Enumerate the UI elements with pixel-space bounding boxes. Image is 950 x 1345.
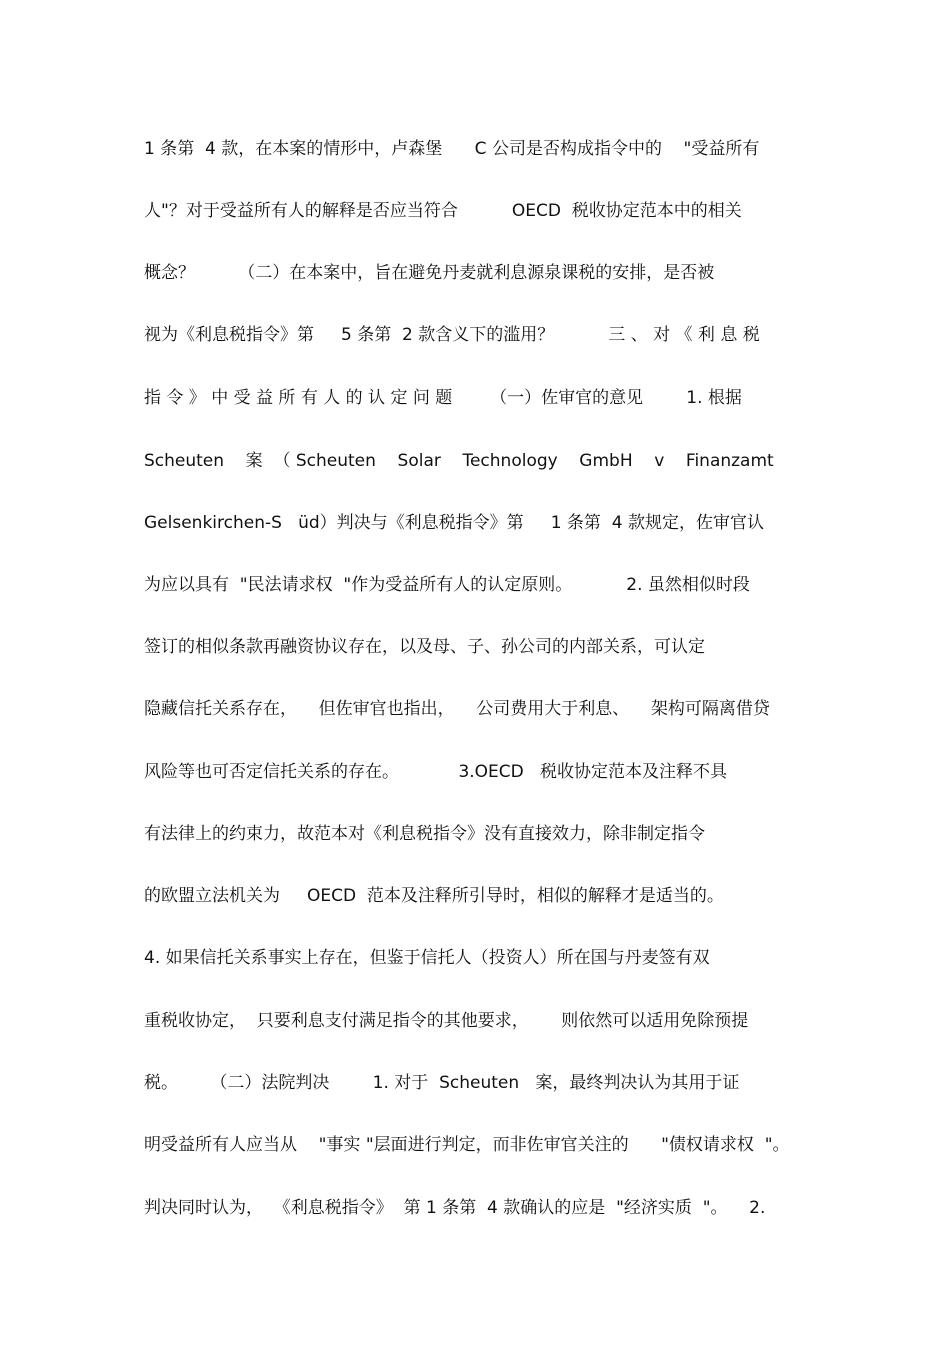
text-line: 判决同时认为， 《利息税指令》 第 1 条第 4 款确认的应是 "经济实质 "。 2.: [144, 1198, 766, 1218]
text-line: 重税收协定， 只要利息支付满足指令的其他要求， 则依然可以适用免除预提: [144, 1011, 749, 1031]
text-line: 视为《利息税指令》第 5 条第 2 款含义下的滥用？ 三 、 对 《 利 息 税: [144, 325, 760, 345]
text-line: 1 条第 4 款，在本案的情形中，卢森堡 C 公司是否构成指令中的 "受益所有: [144, 139, 760, 159]
text-line: 有法律上的约束力，故范本对《利息税指令》没有直接效力，除非制定指令: [144, 824, 705, 844]
text-line: 明受益所有人应当从 "事实 "层面进行判定，而非佐审官关注的 "债权请求权 "。: [144, 1135, 790, 1155]
text-line: 为应以具有 "民法请求权 "作为受益所有人的认定原则。 2. 虽然相似时段: [144, 575, 750, 595]
text-line: 税。 （二）法院判决 1. 对于 Scheuten 案，最终判决认为其用于证: [144, 1073, 740, 1093]
text-line: Gelsenkirchen-S üd）判决与《利息税指令》第 1 条第 4 款规定，佐审官认: [144, 513, 764, 533]
text-line: 人"？对于受益所有人的解释是否应当符合 OECD 税收协定范本中的相关: [144, 201, 742, 221]
text-line: Scheuten 案 （ Scheuten Solar Technology GmbH v Finanzamt: [144, 451, 774, 471]
text-line: 隐藏信托关系存在， 但佐审官也指出， 公司费用大于利息、 架构可隔离借贷: [144, 699, 770, 719]
text-line: 概念？ （二）在本案中，旨在避免丹麦就利息源泉课税的安排，是否被: [144, 263, 715, 283]
text-line: 的欧盟立法机关为 OECD 范本及注释所引导时，相似的解释才是适当的。: [144, 886, 724, 906]
text-line: 4. 如果信托关系事实上存在，但鉴于信托人（投资人）所在国与丹麦签有双: [144, 948, 710, 968]
text-line: 风险等也可否定信托关系的存在。 3.OECD 税收协定范本及注释不具: [144, 762, 727, 782]
text-line: 指 令 》 中 受 益 所 有 人 的 认 定 问 题 （一）佐审官的意见 1. 根据: [144, 388, 742, 408]
text-line: 签订的相似条款再融资协议存在，以及母、子、孙公司的内部关系，可认定: [144, 637, 705, 657]
